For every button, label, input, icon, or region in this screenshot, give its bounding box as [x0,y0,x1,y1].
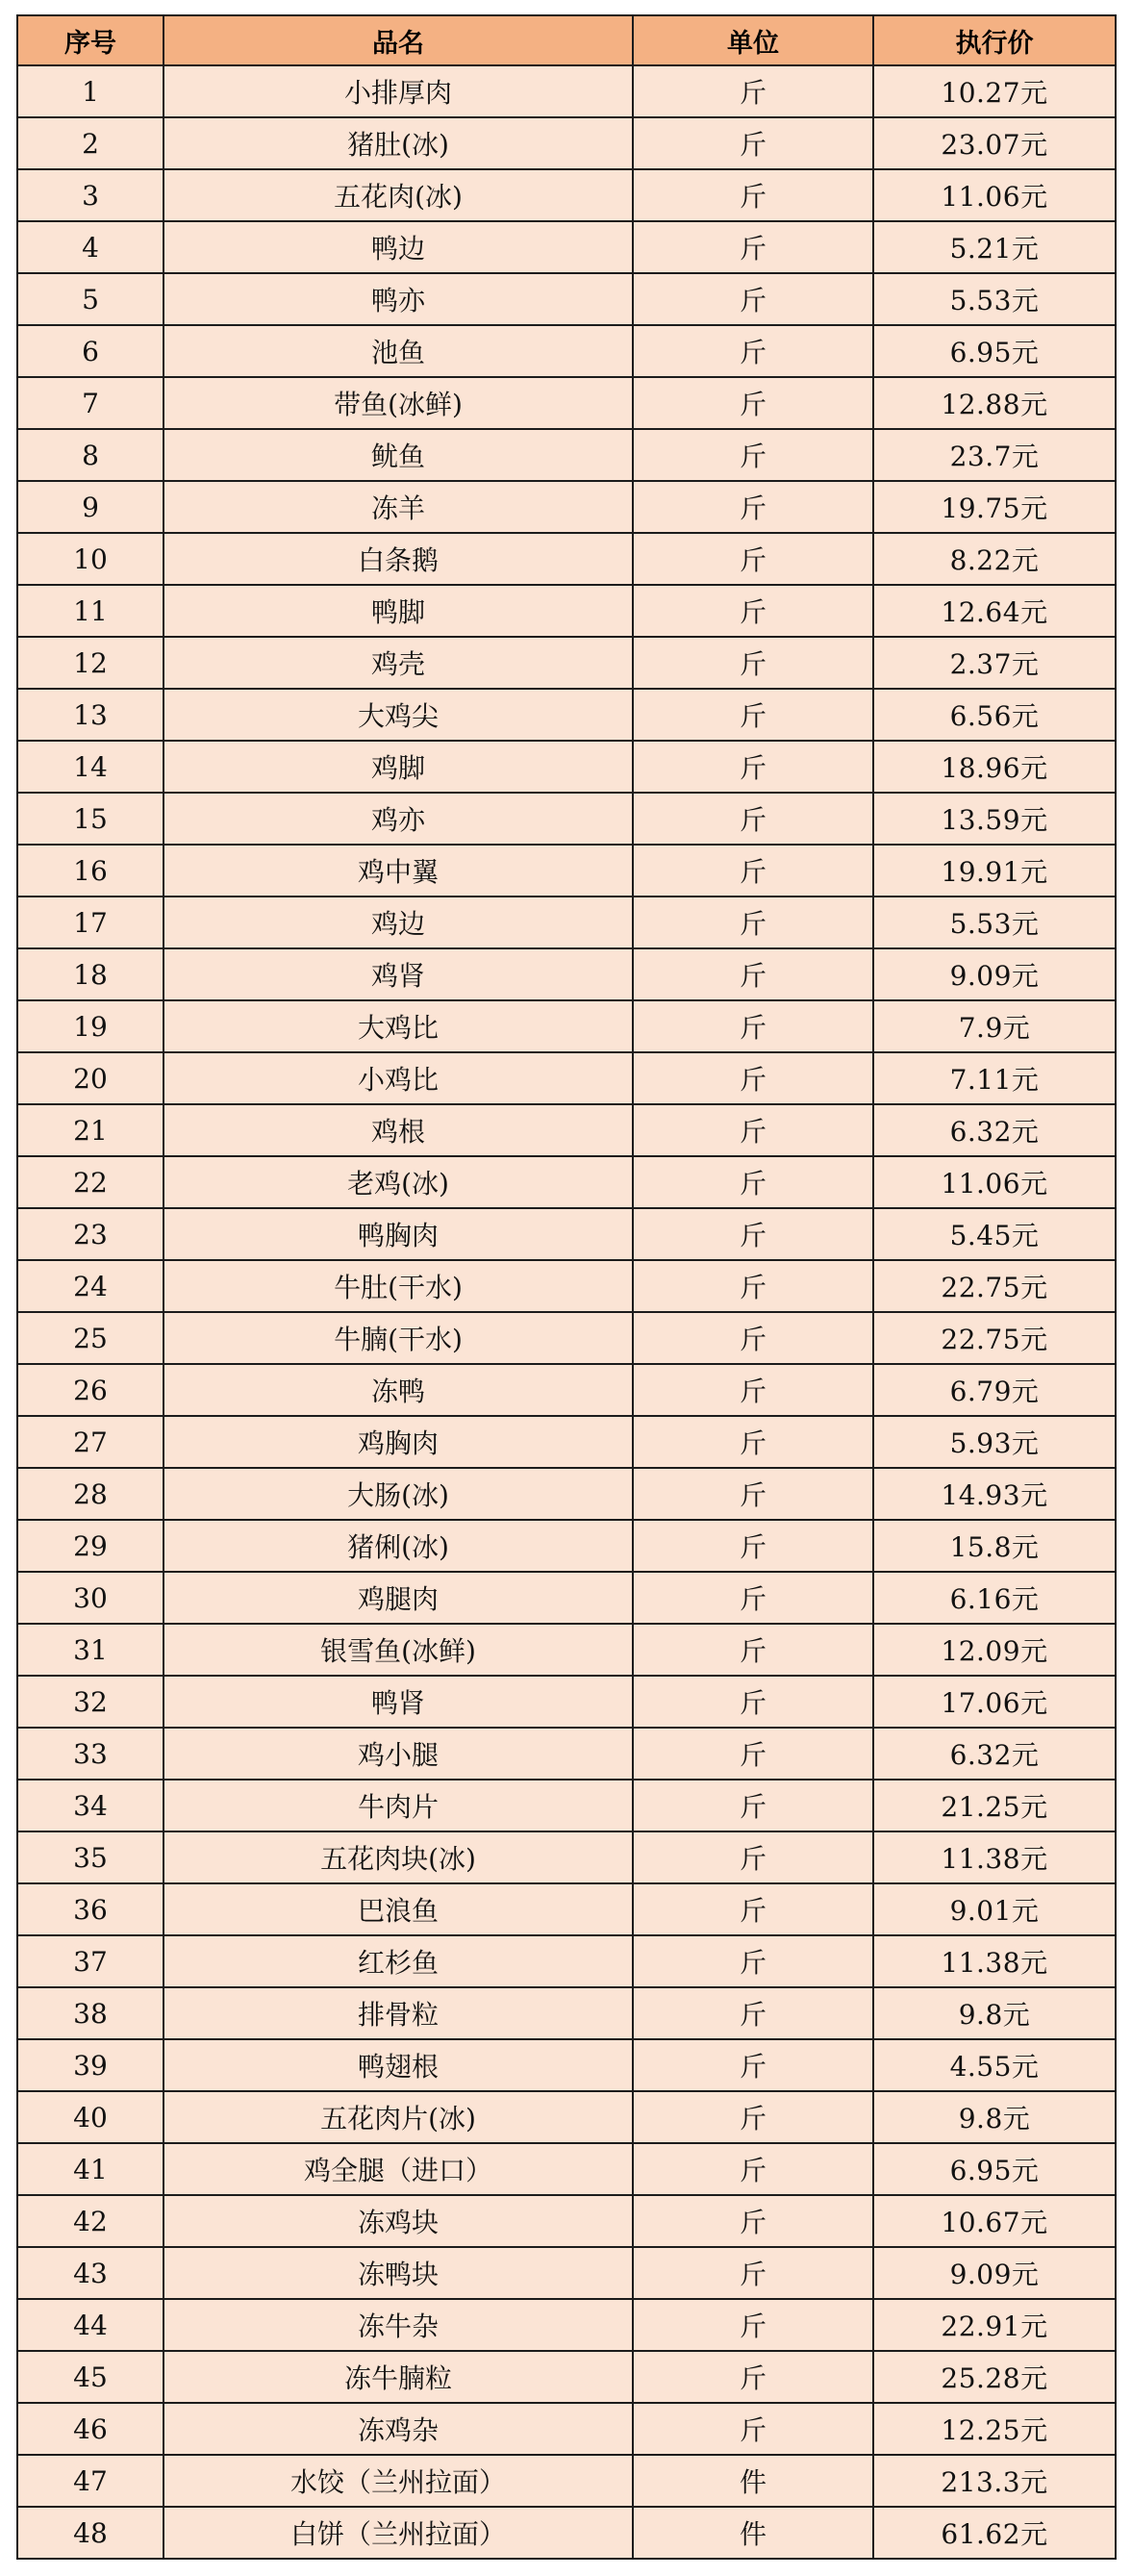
cell-unit: 件 [633,2507,873,2559]
cell-unit: 斤 [633,2195,873,2247]
table-row [17,1000,1116,1052]
cell-serial-number: 31 [17,1624,163,1676]
table-row [17,793,1116,845]
cell-product-name: 冻鸭 [163,1364,633,1416]
header-product-name: 品名 [163,15,633,65]
cell-price: 11.38元 [873,1935,1116,1987]
table-row [17,2507,1116,2559]
table-row [17,273,1116,325]
cell-serial-number: 3 [17,169,163,221]
cell-serial-number: 1 [17,65,163,117]
cell-unit: 斤 [633,481,873,533]
cell-price: 10.67元 [873,2195,1116,2247]
cell-serial-number: 10 [17,533,163,585]
cell-price: 12.88元 [873,377,1116,429]
cell-serial-number: 4 [17,221,163,273]
cell-product-name: 五花肉(冰) [163,169,633,221]
cell-product-name: 白条鹅 [163,533,633,585]
table-body [17,65,1116,2559]
table-row [17,1728,1116,1780]
cell-price: 18.96元 [873,741,1116,793]
cell-unit: 斤 [633,1831,873,1883]
cell-product-name: 鸭胸肉 [163,1208,633,1260]
header-row [17,15,1116,65]
cell-product-name: 排骨粒 [163,1987,633,2039]
cell-product-name: 猪肚(冰) [163,117,633,169]
cell-price: 9.09元 [873,948,1116,1000]
table-row [17,1987,1116,2039]
table-row [17,1831,1116,1883]
cell-product-name: 鸡腿肉 [163,1572,633,1624]
cell-serial-number: 8 [17,429,163,481]
cell-product-name: 小排厚肉 [163,65,633,117]
cell-unit: 斤 [633,117,873,169]
cell-product-name: 小鸡比 [163,1052,633,1104]
cell-product-name: 牛肚(干水) [163,1260,633,1312]
cell-unit: 斤 [633,1000,873,1052]
price-list-sheet [16,14,1115,2560]
table-row [17,1260,1116,1312]
cell-price: 6.32元 [873,1104,1116,1156]
cell-price: 19.91元 [873,845,1116,897]
cell-price: 9.8元 [873,2091,1116,2143]
cell-serial-number: 14 [17,741,163,793]
cell-product-name: 红杉鱼 [163,1935,633,1987]
cell-serial-number: 36 [17,1883,163,1935]
cell-serial-number: 46 [17,2403,163,2455]
cell-price: 5.53元 [873,273,1116,325]
table-row [17,533,1116,585]
cell-price: 9.01元 [873,1883,1116,1935]
cell-unit: 斤 [633,2143,873,2195]
table-row [17,689,1116,741]
cell-price: 12.64元 [873,585,1116,637]
table-row [17,2143,1116,2195]
table-row [17,948,1116,1000]
cell-product-name: 冻鸭块 [163,2247,633,2299]
cell-price: 6.32元 [873,1728,1116,1780]
table-row [17,1208,1116,1260]
cell-serial-number: 5 [17,273,163,325]
cell-unit: 斤 [633,273,873,325]
cell-price: 25.28元 [873,2351,1116,2403]
table-row [17,2247,1116,2299]
table-row [17,221,1116,273]
cell-serial-number: 35 [17,1831,163,1883]
cell-price: 23.07元 [873,117,1116,169]
cell-product-name: 冻牛腩粒 [163,2351,633,2403]
cell-unit: 斤 [633,793,873,845]
cell-price: 19.75元 [873,481,1116,533]
table-row [17,897,1116,948]
cell-unit: 斤 [633,1208,873,1260]
cell-product-name: 鸡肾 [163,948,633,1000]
cell-product-name: 巴浪鱼 [163,1883,633,1935]
table-row [17,1935,1116,1987]
cell-price: 5.45元 [873,1208,1116,1260]
table-row [17,481,1116,533]
cell-unit: 斤 [633,1468,873,1520]
table-row [17,2039,1116,2091]
cell-product-name: 老鸡(冰) [163,1156,633,1208]
table-row [17,1676,1116,1728]
cell-serial-number: 45 [17,2351,163,2403]
table-row [17,1416,1116,1468]
cell-unit: 斤 [633,1987,873,2039]
table-row [17,845,1116,897]
cell-unit: 斤 [633,585,873,637]
table-row [17,1312,1116,1364]
table-row [17,65,1116,117]
cell-price: 7.11元 [873,1052,1116,1104]
cell-serial-number: 32 [17,1676,163,1728]
cell-unit: 斤 [633,845,873,897]
cell-unit: 斤 [633,325,873,377]
cell-unit: 斤 [633,1935,873,1987]
cell-product-name: 银雪鱼(冰鲜) [163,1624,633,1676]
cell-price: 2.37元 [873,637,1116,689]
cell-product-name: 水饺（兰州拉面） [163,2455,633,2507]
cell-serial-number: 44 [17,2299,163,2351]
cell-price: 6.95元 [873,2143,1116,2195]
cell-price: 17.06元 [873,1676,1116,1728]
cell-price: 4.55元 [873,2039,1116,2091]
table-row [17,2455,1116,2507]
table-row [17,1624,1116,1676]
cell-unit: 斤 [633,948,873,1000]
cell-unit: 斤 [633,1520,873,1572]
table-row [17,1883,1116,1935]
cell-product-name: 鸡中翼 [163,845,633,897]
table-row [17,377,1116,429]
cell-price: 10.27元 [873,65,1116,117]
cell-price: 12.25元 [873,2403,1116,2455]
cell-unit: 斤 [633,1364,873,1416]
cell-price: 5.93元 [873,1416,1116,1468]
cell-price: 9.09元 [873,2247,1116,2299]
cell-serial-number: 16 [17,845,163,897]
cell-price: 21.25元 [873,1780,1116,1831]
cell-serial-number: 11 [17,585,163,637]
cell-unit: 斤 [633,637,873,689]
cell-serial-number: 19 [17,1000,163,1052]
cell-serial-number: 40 [17,2091,163,2143]
table-row [17,1572,1116,1624]
cell-unit: 斤 [633,1312,873,1364]
cell-unit: 斤 [633,1416,873,1468]
table-row [17,1468,1116,1520]
cell-unit: 斤 [633,221,873,273]
cell-serial-number: 21 [17,1104,163,1156]
table-row [17,2195,1116,2247]
cell-unit: 斤 [633,377,873,429]
table-row [17,741,1116,793]
cell-product-name: 五花肉块(冰) [163,1831,633,1883]
cell-unit: 斤 [633,2403,873,2455]
table-row [17,429,1116,481]
header-unit: 单位 [633,15,873,65]
cell-price: 23.7元 [873,429,1116,481]
cell-price: 5.53元 [873,897,1116,948]
cell-price: 22.75元 [873,1312,1116,1364]
cell-serial-number: 42 [17,2195,163,2247]
cell-unit: 斤 [633,689,873,741]
cell-serial-number: 15 [17,793,163,845]
table-row [17,169,1116,221]
cell-unit: 斤 [633,1052,873,1104]
cell-serial-number: 23 [17,1208,163,1260]
cell-serial-number: 37 [17,1935,163,1987]
cell-price: 213.3元 [873,2455,1116,2507]
cell-product-name: 鱿鱼 [163,429,633,481]
table-row [17,1780,1116,1831]
cell-product-name: 冻牛杂 [163,2299,633,2351]
cell-product-name: 鸭脚 [163,585,633,637]
table-row [17,117,1116,169]
cell-unit: 斤 [633,1572,873,1624]
cell-price: 9.8元 [873,1987,1116,2039]
cell-product-name: 鸡亦 [163,793,633,845]
cell-unit: 斤 [633,2351,873,2403]
cell-unit: 斤 [633,2247,873,2299]
cell-product-name: 鸡小腿 [163,1728,633,1780]
cell-product-name: 猪俐(冰) [163,1520,633,1572]
cell-product-name: 鸭肾 [163,1676,633,1728]
cell-serial-number: 9 [17,481,163,533]
cell-product-name: 鸡根 [163,1104,633,1156]
table-row [17,2351,1116,2403]
cell-serial-number: 34 [17,1780,163,1831]
cell-serial-number: 28 [17,1468,163,1520]
cell-unit: 斤 [633,533,873,585]
table-row [17,1520,1116,1572]
table-row [17,1104,1116,1156]
cell-product-name: 牛肉片 [163,1780,633,1831]
cell-price: 8.22元 [873,533,1116,585]
cell-serial-number: 7 [17,377,163,429]
cell-unit: 斤 [633,1676,873,1728]
cell-price: 5.21元 [873,221,1116,273]
cell-unit: 斤 [633,1104,873,1156]
cell-product-name: 冻鸡块 [163,2195,633,2247]
cell-product-name: 牛腩(干水) [163,1312,633,1364]
cell-unit: 斤 [633,2091,873,2143]
cell-serial-number: 17 [17,897,163,948]
table-row [17,325,1116,377]
cell-serial-number: 43 [17,2247,163,2299]
cell-product-name: 大鸡尖 [163,689,633,741]
cell-serial-number: 29 [17,1520,163,1572]
cell-product-name: 鸭亦 [163,273,633,325]
cell-product-name: 大鸡比 [163,1000,633,1052]
cell-price: 6.79元 [873,1364,1116,1416]
table-row [17,585,1116,637]
cell-price: 13.59元 [873,793,1116,845]
cell-price: 6.95元 [873,325,1116,377]
cell-product-name: 鸡胸肉 [163,1416,633,1468]
cell-product-name: 鸡壳 [163,637,633,689]
cell-price: 61.62元 [873,2507,1116,2559]
cell-serial-number: 30 [17,1572,163,1624]
cell-price: 22.75元 [873,1260,1116,1312]
cell-unit: 斤 [633,741,873,793]
table-row [17,1364,1116,1416]
cell-serial-number: 48 [17,2507,163,2559]
cell-price: 11.06元 [873,169,1116,221]
cell-unit: 件 [633,2455,873,2507]
table-row [17,2299,1116,2351]
cell-serial-number: 20 [17,1052,163,1104]
cell-unit: 斤 [633,1728,873,1780]
cell-price: 6.56元 [873,689,1116,741]
cell-serial-number: 18 [17,948,163,1000]
cell-price: 7.9元 [873,1000,1116,1052]
cell-price: 11.06元 [873,1156,1116,1208]
cell-serial-number: 22 [17,1156,163,1208]
table-row [17,1052,1116,1104]
cell-unit: 斤 [633,169,873,221]
cell-product-name: 池鱼 [163,325,633,377]
table-row [17,637,1116,689]
cell-product-name: 带鱼(冰鲜) [163,377,633,429]
cell-serial-number: 26 [17,1364,163,1416]
cell-unit: 斤 [633,1780,873,1831]
cell-price: 14.93元 [873,1468,1116,1520]
cell-unit: 斤 [633,1156,873,1208]
table-header [17,15,1116,65]
cell-product-name: 鸡全腿（进口） [163,2143,633,2195]
cell-product-name: 五花肉片(冰) [163,2091,633,2143]
table-row [17,2403,1116,2455]
cell-product-name: 冻羊 [163,481,633,533]
cell-product-name: 鸡脚 [163,741,633,793]
cell-unit: 斤 [633,65,873,117]
cell-unit: 斤 [633,2039,873,2091]
cell-serial-number: 39 [17,2039,163,2091]
cell-price: 22.91元 [873,2299,1116,2351]
cell-price: 15.8元 [873,1520,1116,1572]
cell-price: 6.16元 [873,1572,1116,1624]
cell-serial-number: 24 [17,1260,163,1312]
cell-serial-number: 13 [17,689,163,741]
cell-unit: 斤 [633,1883,873,1935]
cell-serial-number: 25 [17,1312,163,1364]
header-serial-number: 序号 [17,15,163,65]
cell-serial-number: 12 [17,637,163,689]
cell-product-name: 鸭边 [163,221,633,273]
cell-serial-number: 38 [17,1987,163,2039]
cell-product-name: 鸭翅根 [163,2039,633,2091]
cell-serial-number: 27 [17,1416,163,1468]
cell-unit: 斤 [633,429,873,481]
table-row [17,2091,1116,2143]
cell-product-name: 鸡边 [163,897,633,948]
price-table [16,14,1117,2560]
cell-serial-number: 41 [17,2143,163,2195]
cell-serial-number: 47 [17,2455,163,2507]
cell-serial-number: 6 [17,325,163,377]
table-row [17,1156,1116,1208]
cell-unit: 斤 [633,1624,873,1676]
cell-product-name: 大肠(冰) [163,1468,633,1520]
cell-serial-number: 2 [17,117,163,169]
cell-unit: 斤 [633,1260,873,1312]
cell-unit: 斤 [633,2299,873,2351]
cell-serial-number: 33 [17,1728,163,1780]
cell-product-name: 冻鸡杂 [163,2403,633,2455]
cell-product-name: 白饼（兰州拉面） [163,2507,633,2559]
cell-price: 11.38元 [873,1831,1116,1883]
header-price: 执行价 [873,15,1116,65]
cell-price: 12.09元 [873,1624,1116,1676]
cell-unit: 斤 [633,897,873,948]
